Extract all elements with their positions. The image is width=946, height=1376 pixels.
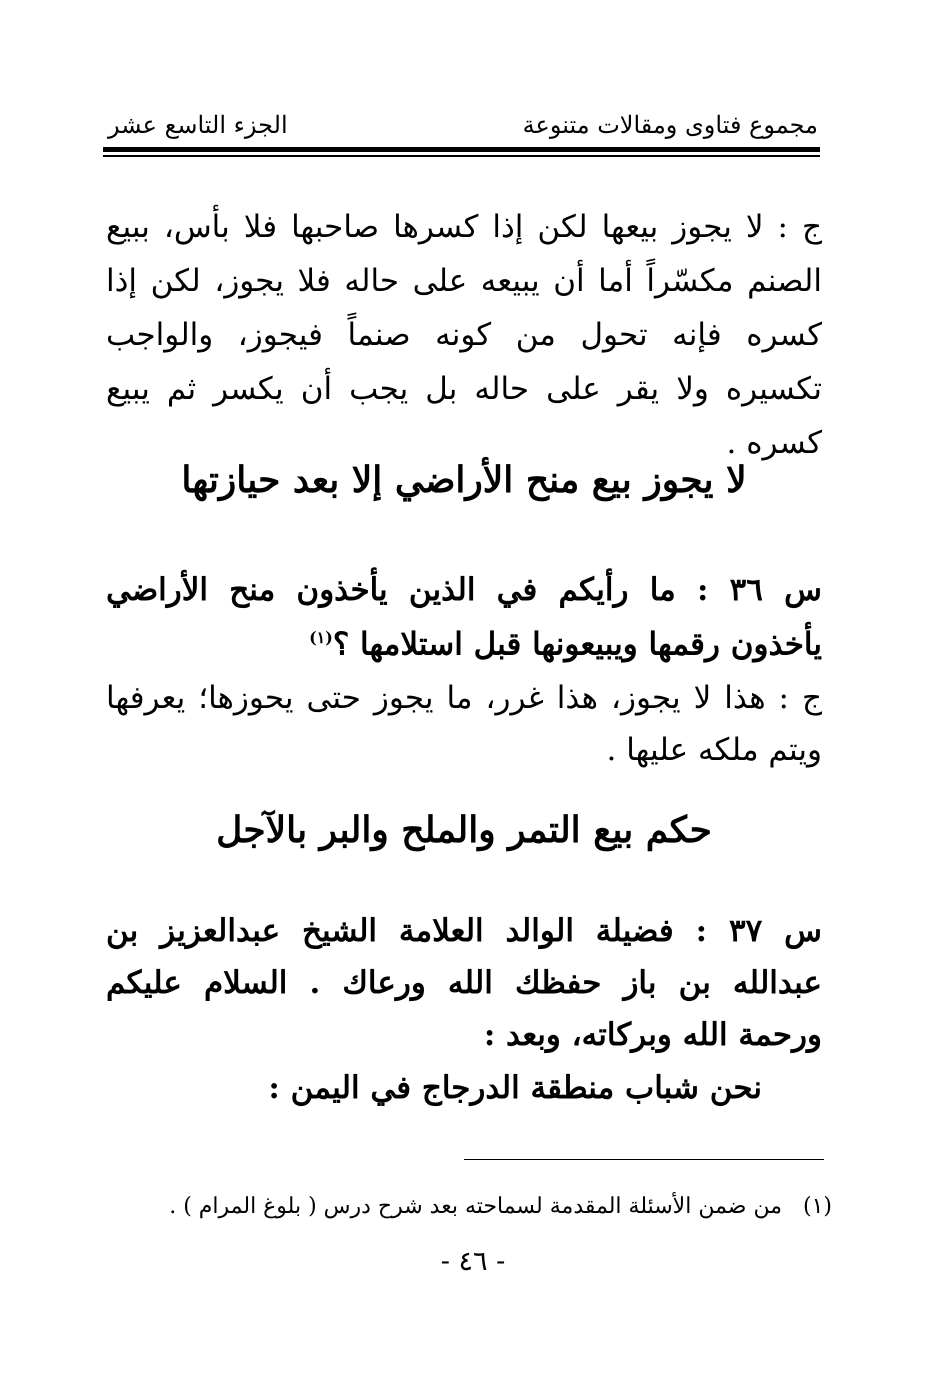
question-text-36: س ٣٦ : ما رأيكم في الذين يأخذون منح الأراضي يأخذون رقمها ويبيعونها قبل استلامها ؟ xyxy=(106,572,822,663)
running-header-book-title: مجموع فتاوى ومقالات متنوعة xyxy=(522,111,818,139)
header-rule-thick xyxy=(103,147,820,152)
footnote-reference: (١) xyxy=(309,628,333,647)
section-heading-deferred-sale: حكم بيع التمر والملح والبر بالآجل xyxy=(216,809,712,851)
answer-paragraph-35: ج : لا يجوز بيعها لكن إذا كسرها صاحبها فلا بأس، ببيع الصنم مكسّراً أما أن يبيعه على حاله فلا يجوز، لكن إذا كسره فإنه تحول من كونه صنماً فيجوز، والواجب تكسيره ولا يقر على حاله بل يجب أن يكسر ثم يبيع كسره . xyxy=(106,209,822,461)
question-paragraph-36 xyxy=(106,566,822,668)
page-number: - ٤٦ - xyxy=(440,1246,506,1277)
question-paragraph-37: س ٣٧ : فضيلة الوالد العلامة الشيخ عبدالعزيز بن عبدالله بن باز حفظك الله ورعاك . السلام عليكم ورحمة الله وبركاته، وبعد : xyxy=(106,913,822,1053)
answer-paragraph-36: ج : هذا لا يجوز، هذا غرر، ما يجوز حتى يحوزها؛ يعرفها ويتم ملكه عليها . xyxy=(106,680,822,768)
header-rule-thin xyxy=(103,155,820,157)
question-continuation-37: نحن شباب منطقة الدرجاج في اليمن : xyxy=(268,1070,762,1106)
footnote-marker: (١) xyxy=(802,1194,832,1219)
footnote-text: من ضمن الأسئلة المقدمة لسماحته بعد شرح درس ( بلوغ المرام ) . xyxy=(169,1194,782,1219)
running-header-volume: الجزء التاسع عشر xyxy=(108,111,288,139)
footnote xyxy=(169,1192,832,1222)
section-heading-land-grants: لا يجوز بيع منح الأراضي إلا بعد حيازتها xyxy=(181,459,747,501)
footnote-separator xyxy=(464,1159,824,1160)
